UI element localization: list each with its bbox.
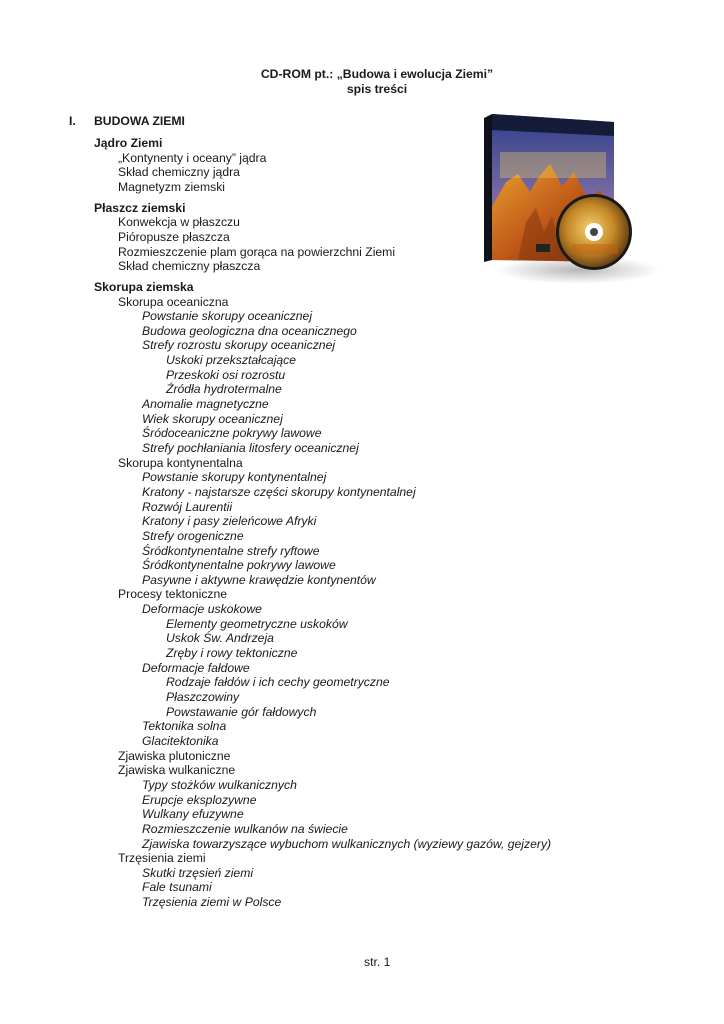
toc-subsection: Glacitektonika (142, 734, 219, 748)
toc-section: Skorupa kontynentalna (118, 456, 243, 470)
toc-section: Rozmieszczenie plam gorąca na powierzchni Ziemi (118, 245, 396, 259)
toc-subsection: Strefy orogeniczne (142, 529, 244, 543)
toc-subsection: Tektonika solna (142, 719, 227, 733)
section-title: BUDOWA ZIEMI (94, 114, 185, 128)
toc-subsection: Deformacje fałdowe (142, 661, 250, 675)
toc-subsection: Śródkontynentalne pokrywy lawowe (142, 558, 336, 572)
toc-subsection: Erupcje eksplozywne (142, 793, 257, 807)
toc-section: „Kontynenty i oceany” jądra (118, 151, 267, 165)
toc-subsubsection: Rodzaje fałdów i ich cechy geometryczne (166, 675, 390, 689)
toc-subsection: Anomalie magnetyczne (142, 397, 269, 411)
toc-subsection: Kratony - najstarsze części skorupy kontynentalnej (142, 485, 416, 499)
toc-subsection: Powstanie skorupy oceanicznej (142, 309, 313, 323)
toc-subsubsection: Elementy geometryczne uskoków (166, 617, 348, 631)
toc-subsection: Zjawiska towarzyszące wybuchom wulkanicznych (wyziewy gazów, gejzery) (142, 837, 552, 851)
toc-chapter: Jądro Ziemi (94, 136, 163, 150)
toc-section: Magnetyzm ziemski (118, 180, 226, 194)
toc-subsection: Deformacje uskokowe (142, 602, 262, 616)
toc-section: Procesy tektoniczne (118, 587, 228, 601)
toc-subsubsection: Powstawanie gór fałdowych (166, 705, 317, 719)
toc-subsection: Rozmieszczenie wulkanów na świecie (142, 822, 348, 836)
toc-subsection: Śródoceaniczne pokrywy lawowe (142, 426, 322, 440)
document-subtitle: spis treści (346, 82, 408, 96)
toc-section: Pióropusze płaszcza (118, 230, 230, 244)
toc-section: Zjawiska plutoniczne (118, 749, 231, 763)
toc-section: Skorupa oceaniczna (118, 295, 229, 309)
toc-section: Zjawiska wulkaniczne (118, 763, 236, 777)
toc-subsubsection: Uskoki przekształcające (166, 353, 297, 367)
toc-subsubsection: Zręby i rowy tektoniczne (166, 646, 298, 660)
toc-subsection: Rozwój Laurentii (142, 500, 233, 514)
page-number: str. 1 (364, 955, 391, 969)
toc-subsection: Typy stożków wulkanicznych (142, 778, 297, 792)
toc-section: Skład chemiczny płaszcza (118, 259, 261, 273)
toc-subsection: Fale tsunami (142, 880, 212, 894)
cd-box-image (478, 112, 660, 287)
toc-subsubsection: Płaszczowiny (166, 690, 240, 704)
document-title: CD-ROM pt.: „Budowa i ewolucja Ziemi” (260, 67, 494, 81)
toc-chapter: Skorupa ziemska (94, 280, 194, 294)
toc-subsection: Strefy pochłaniania litosfery oceanicznej (142, 441, 359, 455)
toc-subsection: Kratony i pasy zieleńcowe Afryki (142, 514, 317, 528)
toc-subsubsection: Uskok Św. Andrzeja (166, 631, 274, 645)
toc-section: Trzęsienia ziemi (118, 851, 206, 865)
toc-subsubsection: Przeskoki osi rozrostu (166, 368, 286, 382)
toc-subsection: Wulkany efuzywne (142, 807, 244, 821)
toc-subsection: Skutki trzęsień ziemi (142, 866, 254, 880)
toc-subsection: Pasywne i aktywne krawędzie kontynentów (142, 573, 376, 587)
toc-chapter: Płaszcz ziemski (94, 201, 186, 215)
toc-subsection: Budowa geologiczna dna oceanicznego (142, 324, 357, 338)
toc-subsection: Strefy rozrostu skorupy oceanicznej (142, 338, 336, 352)
toc-subsection: Wiek skorupy oceanicznej (142, 412, 283, 426)
toc-subsubsection: Źródła hydrotermalne (166, 382, 282, 396)
toc-section: Konwekcja w płaszczu (118, 215, 240, 229)
section-number: I. (69, 114, 76, 128)
toc-section: Skład chemiczny jądra (118, 165, 240, 179)
toc-subsection: Trzęsienia ziemi w Polsce (142, 895, 282, 909)
toc-subsection: Powstanie skorupy kontynentalnej (142, 470, 327, 484)
toc-subsection: Śródkontynentalne strefy ryftowe (142, 544, 320, 558)
